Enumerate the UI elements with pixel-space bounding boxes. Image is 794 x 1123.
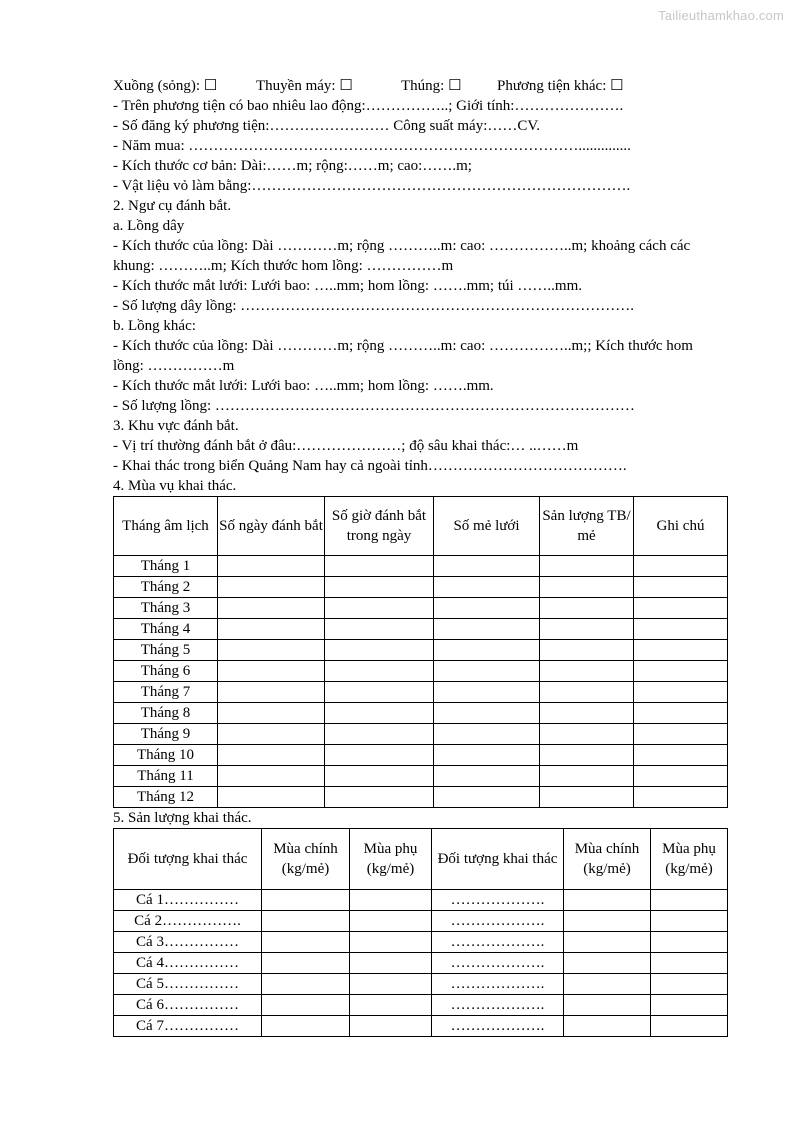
notes-cell[interactable] xyxy=(634,640,728,661)
avg-yield-cell[interactable] xyxy=(540,724,634,745)
hours-per-day-cell[interactable] xyxy=(325,787,434,808)
section-2b-title: b. Lồng khác: xyxy=(113,318,196,334)
notes-cell[interactable] xyxy=(634,724,728,745)
main-season-left-cell[interactable] xyxy=(262,974,350,995)
month-label: Tháng 6 xyxy=(114,661,218,682)
section-4-title: 4. Mùa vụ khai thác. xyxy=(113,478,237,494)
species-right-cell: ………………. xyxy=(432,911,564,932)
main-season-right-cell[interactable] xyxy=(564,1016,651,1037)
table-row xyxy=(114,911,728,932)
month-label: Tháng 12 xyxy=(114,787,218,808)
section-2b-trap-size: - Kích thước của lồng: Dài …………m; rộng ………..m: cao: ……………..m;; Kích thước hom lồng: ……………m xyxy=(113,338,693,374)
catch-yield-table xyxy=(113,828,728,1037)
main-season-right-cell[interactable] xyxy=(564,953,651,974)
off-season-right-cell[interactable] xyxy=(651,995,728,1016)
main-season-left-cell[interactable] xyxy=(262,953,350,974)
hours-per-day-cell[interactable] xyxy=(325,745,434,766)
month-label: Tháng 9 xyxy=(114,724,218,745)
main-season-left-cell[interactable] xyxy=(262,911,350,932)
notes-cell[interactable] xyxy=(634,598,728,619)
section-3-location-line: - Vị trí thường đánh bắt ở đâu:…………………; độ sâu khai thác:… ..……m xyxy=(113,438,579,454)
avg-yield-cell[interactable] xyxy=(540,598,634,619)
table-row xyxy=(114,766,728,787)
avg-yield-cell[interactable] xyxy=(540,577,634,598)
fishing-days-cell[interactable] xyxy=(218,703,325,724)
vehicle-type-options xyxy=(113,76,727,96)
month-label: Tháng 10 xyxy=(114,745,218,766)
table-row xyxy=(114,890,728,911)
registration-power-line: - Số đăng ký phương tiện:…………………… Công suất máy:……CV. xyxy=(113,118,541,134)
off-season-left-cell[interactable] xyxy=(350,953,432,974)
avg-yield-cell[interactable] xyxy=(540,787,634,808)
section-5-title: 5. Sản lượng khai thác. xyxy=(113,810,252,826)
net-hauls-cell[interactable] xyxy=(434,640,540,661)
main-season-left-cell[interactable] xyxy=(262,1016,350,1037)
fishing-days-cell[interactable] xyxy=(218,619,325,640)
species-left-cell: Cá 1…………… xyxy=(114,890,262,911)
month-label: Tháng 11 xyxy=(114,766,218,787)
off-season-right-cell[interactable] xyxy=(651,953,728,974)
main-season-right-cell[interactable] xyxy=(564,932,651,953)
table-row xyxy=(114,577,728,598)
season-table-header-row xyxy=(114,497,728,556)
hours-per-day-cell[interactable] xyxy=(325,556,434,577)
notes-cell[interactable] xyxy=(634,661,728,682)
fishing-days-cell[interactable] xyxy=(218,766,325,787)
season-table-body xyxy=(114,556,728,808)
section-2b-trap-count: - Số lượng lồng: ………………………………………………………………………… xyxy=(113,398,635,414)
table-row xyxy=(114,661,728,682)
basic-size-line: - Kích thước cơ bản: Dài:……m; rộng:……m; cao:…….m; xyxy=(113,158,472,174)
fishing-days-cell[interactable] xyxy=(218,640,325,661)
month-label: Tháng 5 xyxy=(114,640,218,661)
hours-per-day-cell[interactable] xyxy=(325,703,434,724)
fishing-days-cell[interactable] xyxy=(218,745,325,766)
month-label: Tháng 3 xyxy=(114,598,218,619)
off-season-right-cell[interactable] xyxy=(651,974,728,995)
month-label: Tháng 7 xyxy=(114,682,218,703)
hours-per-day-cell[interactable] xyxy=(325,661,434,682)
off-season-left-cell[interactable] xyxy=(350,995,432,1016)
avg-yield-cell[interactable] xyxy=(540,619,634,640)
notes-cell[interactable] xyxy=(634,556,728,577)
table-row xyxy=(114,598,728,619)
table-row xyxy=(114,787,728,808)
purchase-year-line: - Năm mua: …………………………………………………………………….............. xyxy=(113,138,631,154)
vehicle-option-xuong[interactable]: Xuồng (sỏng): ☐ xyxy=(113,78,218,94)
vehicle-option-other[interactable]: Phương tiện khác: ☐ xyxy=(497,78,624,94)
species-right-cell: ………………. xyxy=(432,932,564,953)
table-row xyxy=(114,932,728,953)
off-season-left-cell[interactable] xyxy=(350,974,432,995)
species-right-cell: ………………. xyxy=(432,1016,564,1037)
species-right-cell: ………………. xyxy=(432,953,564,974)
table-row xyxy=(114,1016,728,1037)
notes-cell[interactable] xyxy=(634,577,728,598)
hours-per-day-cell[interactable] xyxy=(325,598,434,619)
section-2a-trap-size: - Kích thước của lồng: Dài …………m; rộng ………..m: cao: ……………..m; khoảng cách các khung: ………..m; Kích thước hom lồng: ……………m xyxy=(113,238,691,274)
section-3-title: 3. Khu vực đánh bắt. xyxy=(113,418,239,434)
labor-gender-line: - Trên phương tiện có bao nhiêu lao động:……………..; Giới tính:…………………. xyxy=(113,98,624,114)
main-season-right-cell[interactable] xyxy=(564,974,651,995)
fishing-days-cell[interactable] xyxy=(218,661,325,682)
fishing-days-cell[interactable] xyxy=(218,724,325,745)
col-header-net-hauls: Số mẻ lưới xyxy=(434,497,540,556)
net-hauls-cell[interactable] xyxy=(434,724,540,745)
col-header-target-species-left: Đối tượng khai thác xyxy=(114,829,262,890)
section-2-title: 2. Ngư cụ đánh bắt. xyxy=(113,198,232,214)
off-season-right-cell[interactable] xyxy=(651,890,728,911)
month-label: Tháng 2 xyxy=(114,577,218,598)
hours-per-day-cell[interactable] xyxy=(325,766,434,787)
section-2a-trap-count: - Số lượng dây lồng: ……………………………………………………………………. xyxy=(113,298,635,314)
col-header-target-species-right: Đối tượng khai thác xyxy=(432,829,564,890)
avg-yield-cell[interactable] xyxy=(540,640,634,661)
vehicle-option-thung[interactable]: Thúng: ☐ xyxy=(401,78,462,94)
main-season-right-cell[interactable] xyxy=(564,890,651,911)
col-header-main-season-left: Mùa chính (kg/mẻ) xyxy=(262,829,350,890)
table-row xyxy=(114,703,728,724)
off-season-left-cell[interactable] xyxy=(350,890,432,911)
species-right-cell: ………………. xyxy=(432,974,564,995)
species-left-cell: Cá 3…………… xyxy=(114,932,262,953)
notes-cell[interactable] xyxy=(634,619,728,640)
table-row xyxy=(114,682,728,703)
main-season-right-cell[interactable] xyxy=(564,911,651,932)
month-label: Tháng 1 xyxy=(114,556,218,577)
species-left-cell: Cá 6…………… xyxy=(114,995,262,1016)
off-season-left-cell[interactable] xyxy=(350,1016,432,1037)
avg-yield-cell[interactable] xyxy=(540,766,634,787)
fishing-days-cell[interactable] xyxy=(218,577,325,598)
species-left-cell: Cá 5…………… xyxy=(114,974,262,995)
net-hauls-cell[interactable] xyxy=(434,682,540,703)
net-hauls-cell[interactable] xyxy=(434,745,540,766)
species-right-cell: ………………. xyxy=(432,890,564,911)
col-header-main-season-right: Mùa chính (kg/mẻ) xyxy=(564,829,651,890)
fishing-days-cell[interactable] xyxy=(218,682,325,703)
off-season-left-cell[interactable] xyxy=(350,932,432,953)
species-left-cell: Cá 2……………. xyxy=(114,911,262,932)
table-row xyxy=(114,640,728,661)
table-row xyxy=(114,724,728,745)
fishing-days-cell[interactable] xyxy=(218,787,325,808)
species-left-cell: Cá 4…………… xyxy=(114,953,262,974)
col-header-avg-yield: Sản lượng TB/ mẻ xyxy=(540,497,634,556)
section-2a-title: a. Lồng dây xyxy=(113,218,185,234)
species-right-cell: ………………. xyxy=(432,995,564,1016)
notes-cell[interactable] xyxy=(634,766,728,787)
hours-per-day-cell[interactable] xyxy=(325,640,434,661)
main-season-left-cell[interactable] xyxy=(262,995,350,1016)
avg-yield-cell[interactable] xyxy=(540,703,634,724)
fishing-season-table xyxy=(113,496,728,808)
yield-table-body xyxy=(114,890,728,1037)
net-hauls-cell[interactable] xyxy=(434,766,540,787)
table-row xyxy=(114,974,728,995)
main-season-left-cell[interactable] xyxy=(262,932,350,953)
section-2a-mesh-size: - Kích thước mắt lưới: Lưới bao: …..mm; hom lồng: …….mm; túi ……..mm. xyxy=(113,278,582,294)
net-hauls-cell[interactable] xyxy=(434,787,540,808)
col-header-lunar-month: Tháng âm lịch xyxy=(114,497,218,556)
off-season-right-cell[interactable] xyxy=(651,932,728,953)
main-season-right-cell[interactable] xyxy=(564,995,651,1016)
survey-form-page xyxy=(113,76,727,1037)
off-season-right-cell[interactable] xyxy=(651,911,728,932)
net-hauls-cell[interactable] xyxy=(434,577,540,598)
month-label: Tháng 8 xyxy=(114,703,218,724)
table-row xyxy=(114,995,728,1016)
net-hauls-cell[interactable] xyxy=(434,619,540,640)
net-hauls-cell[interactable] xyxy=(434,598,540,619)
col-header-off-season-left: Mùa phụ (kg/mẻ) xyxy=(350,829,432,890)
notes-cell[interactable] xyxy=(634,682,728,703)
col-header-hours-per-day: Số giờ đánh bắt trong ngày xyxy=(325,497,434,556)
main-season-left-cell[interactable] xyxy=(262,890,350,911)
table-row xyxy=(114,745,728,766)
month-label: Tháng 4 xyxy=(114,619,218,640)
net-hauls-cell[interactable] xyxy=(434,703,540,724)
col-header-off-season-right: Mùa phụ (kg/mẻ) xyxy=(651,829,728,890)
hours-per-day-cell[interactable] xyxy=(325,577,434,598)
hours-per-day-cell[interactable] xyxy=(325,619,434,640)
notes-cell[interactable] xyxy=(634,745,728,766)
vehicle-option-thuyen-may[interactable]: Thuyền máy: ☐ xyxy=(256,78,353,94)
table-row xyxy=(114,556,728,577)
fishing-days-cell[interactable] xyxy=(218,598,325,619)
hull-material-line: - Vật liệu vỏ làm bằng:…………………………………………………………………. xyxy=(113,178,631,194)
section-2b-mesh-size: - Kích thước mắt lưới: Lưới bao: …..mm; hom lồng: …….mm. xyxy=(113,378,494,394)
net-hauls-cell[interactable] xyxy=(434,556,540,577)
fishing-days-cell[interactable] xyxy=(218,556,325,577)
off-season-left-cell[interactable] xyxy=(350,911,432,932)
hours-per-day-cell[interactable] xyxy=(325,682,434,703)
col-header-notes: Ghi chú xyxy=(634,497,728,556)
table-row xyxy=(114,619,728,640)
avg-yield-cell[interactable] xyxy=(540,556,634,577)
avg-yield-cell[interactable] xyxy=(540,682,634,703)
avg-yield-cell[interactable] xyxy=(540,661,634,682)
hours-per-day-cell[interactable] xyxy=(325,724,434,745)
net-hauls-cell[interactable] xyxy=(434,661,540,682)
off-season-right-cell[interactable] xyxy=(651,1016,728,1037)
notes-cell[interactable] xyxy=(634,787,728,808)
notes-cell[interactable] xyxy=(634,703,728,724)
avg-yield-cell[interactable] xyxy=(540,745,634,766)
watermark: Tailieuthamkhao.com xyxy=(658,8,784,23)
yield-table-header-row xyxy=(114,829,728,890)
col-header-fishing-days: Số ngày đánh bắt xyxy=(218,497,325,556)
species-left-cell: Cá 7…………… xyxy=(114,1016,262,1037)
table-row xyxy=(114,953,728,974)
section-3-area-line: - Khai thác trong biển Quảng Nam hay cả ngoài tỉnh…………………………………. xyxy=(113,458,627,474)
